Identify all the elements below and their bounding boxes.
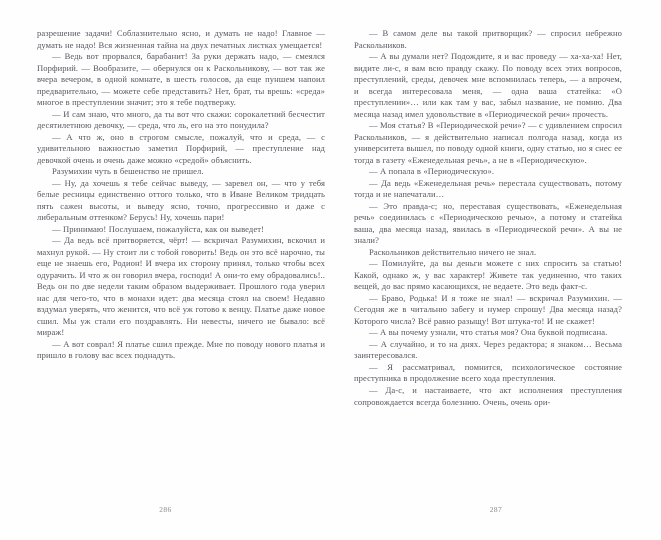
paragraph: — Ведь вот прорвался, барабанит! За руки держать надо, — смеялся Порфирий. — Вообразите, — обернулся он к Раскольникову, — вот так же вчера вечером, в одной комнате, в шесть голосов, да еще пуншем напоил предварительно, — можете себе представить? Нет, брат, ты врешь: «среда» многое в преступлении значит; это я тебе подтвержу. — [37, 51, 325, 108]
paragraph: — Да ведь «Еженедельная речь» перестала существовать, потому тогда и не напечатали… — [354, 177, 622, 200]
paragraph: — А вы думали нет? Подождите, я и вас проведу — ха-ха-ха! Нет, видите ли-с, я вам всю правду скажу. По поводу всех этих вопросов, преступлений, среды, девочек мне вспомнилась теперь, — а впрочем, и всегда интересовала меня, — одна ваша статейка: «О преступлении»… или как там у вас, забыл название, не помню. Два месяца назад имел удовольствие в «Периодической речи» прочесть. — [354, 51, 622, 119]
paragraph: — В самом деле вы такой притворщик? — спросил небрежно Раскольников. — [354, 28, 622, 50]
paragraph: — А попала в «Периодическую». — [369, 166, 495, 177]
paragraph: Разумихин чуть в бешенство не пришел. — [52, 166, 204, 177]
page-number-left: 286 — [159, 505, 172, 514]
page-right — [331, 0, 661, 540]
page-number-right: 287 — [489, 505, 503, 514]
paragraph: — Помилуйте, да вы деньги можете с них спросить за статью! Какой, однако ж, у вас характер! Живете так уединенно, что таких вещей, до вас прямо касающихся, не ведаете. Это ведь факт-с. — [354, 258, 622, 292]
paragraph: разрешение задачи! Соблазнительно ясно, и думать не надо! Главное — думать не надо! Вся жизненная тайна на двух печатных листках умещается! — [37, 28, 325, 50]
paragraph: — Моя статья? В «Периодической речи»? — с удивлением спросил Раскольников, — я действительно написал полгода назад, когда из университета вышел, по поводу одной книги, одну статью, но я снес ее тогда в газету «Еженедельная речь», а не в «Периодическую». — [354, 120, 622, 165]
paragraph: — А что ж, оно в строгом смысле, пожалуй, что и среда, — с удивительною важностью заметил Порфирий, — преступление над девочкой очень и очень даже можно «средой» объяснить. — [37, 131, 325, 165]
page-left-textblock — [37, 28, 325, 362]
paragraph: — А вы почему узнали, что статья моя? Она буквой подписана. — [369, 327, 608, 338]
page-right-textblock — [354, 28, 622, 408]
paragraph: — И сам знаю, что много, да ты вот что скажи: сорокалетний бесчестит десятилетнюю девочку, — среда, что ль, его на это понудила? — [37, 108, 325, 131]
paragraph: — Да-с, и настаиваете, что акт исполнения преступления сопровождается всегда болезнию. Очень, очень ори- — [354, 384, 622, 407]
paragraph: — А случайно, и то на днях. Через редактора; я знаком… Весьма заинтересовался. — [354, 338, 622, 361]
paragraph: — Браво, Родька! И я тоже не знал! — вскричал Разумихин. — Сегодня же в читальню забегу и нумер спрошу! Два месяца назад? Которого числа? Всё равно разыщу! Вот штука-то! И не скажет! — [354, 292, 622, 326]
paragraph: — Это правда-с; но, переставая существовать, «Еженедельная речь» соединилась с «Периодическою речью», а потому и статейка ваша, два месяца назад, явилась в «Периодической речи». А вы не знали? — [354, 200, 622, 246]
paragraph: — Ну, да хочешь я тебе сейчас выведу, — заревел он, — что у тебя белые ресницы единственно оттого только, что в Иване Великом тридцать пять сажен высоты, и выведу ясно, точно, прогрессивно и даже с либеральным оттенком? Берусь! Ну, хочешь пари! — [37, 177, 325, 223]
paragraph: Раскольников действительно ничего не знал. — [369, 246, 537, 257]
paragraph: — А вот соврал! Я платье сшил прежде. Мне по поводу нового платья и пришло в голову вас всех поднадуть. — [37, 338, 325, 361]
paragraph: — Я рассматривал, помнится, психологическое состояние преступника в продолжение всего хода преступления. — [354, 361, 622, 384]
paragraph: — Принимаю! Послушаем, пожалуйста, как он выведет! — [52, 223, 264, 234]
paragraph: — Да ведь всё притворяется, чёрт! — вскричал Разумихин, вскочил и махнул рукой. — Ну стоит ли с тобой говорить! Ведь он это всё нарочно, ты еще не знаешь его, Родион! И вчера их сторону принял, только чтобы всех одурачить. И что ж он говорил вчера, господи! А они-то ему обрадовались!.. Ведь он по две недели таким образом выдерживает. Прошлого года уверил нас для чего-то, что в монахи идет: два месяца стоял на своем! Недавно вздумал уверять, что женится, что всё уж готово к венцу. Платье даже новое сшил. Мы уж стали его поздравлять. Ни невесты, ничего не бывало: всё мираж! — [37, 235, 325, 338]
